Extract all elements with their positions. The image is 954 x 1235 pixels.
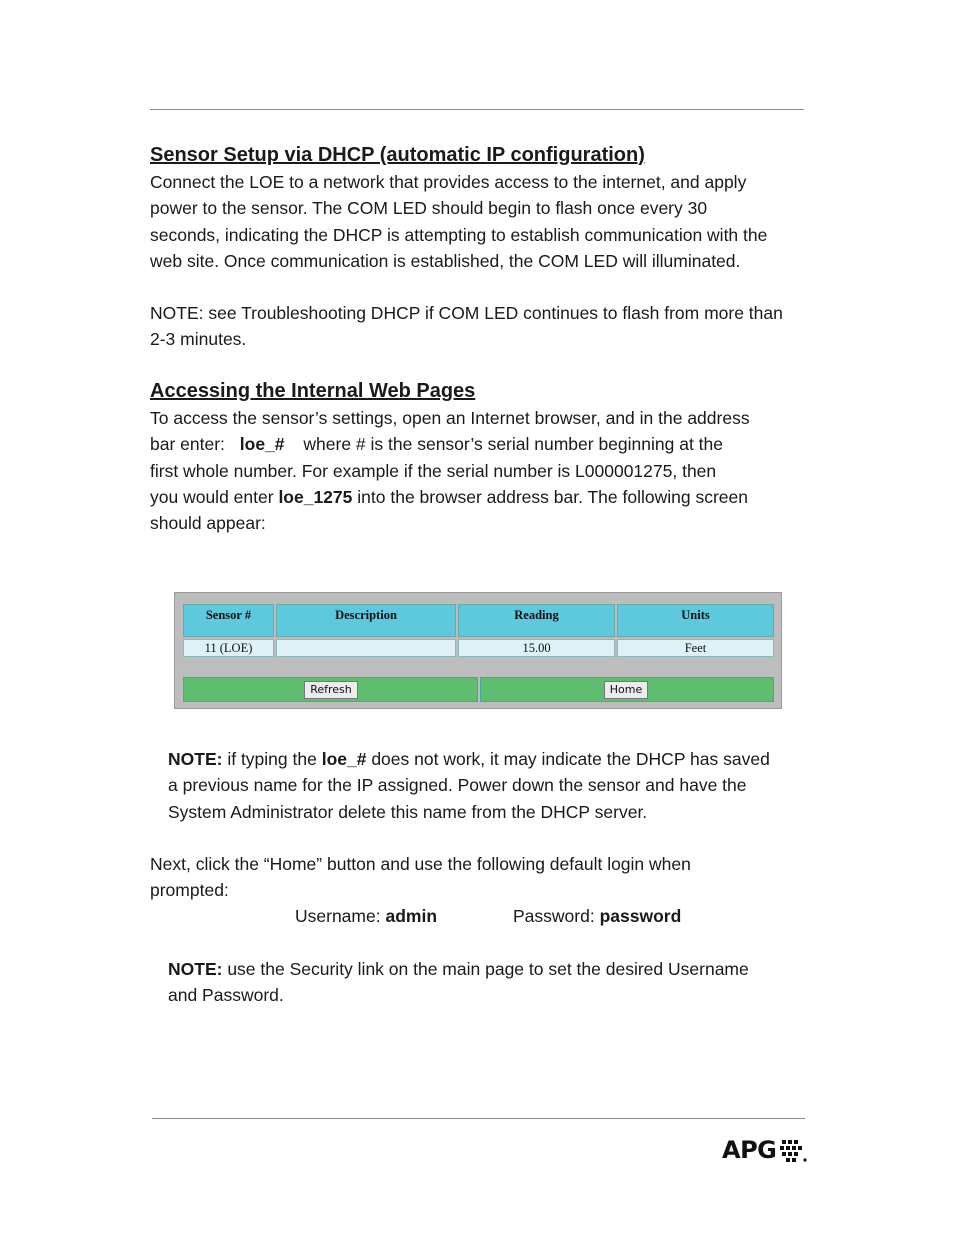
note3-text: use the Security link on the main page to set the desired Username bbox=[227, 959, 749, 979]
loe-hash-bold: loe_# bbox=[321, 749, 367, 769]
web-line bbox=[150, 431, 810, 457]
section-heading-dhcp: Sensor Setup via DHCP (automatic IP configuration) bbox=[150, 144, 645, 166]
note-label: NOTE: bbox=[168, 959, 223, 979]
cell-units: Feet bbox=[617, 639, 774, 657]
serial-explain-text: where # is the sensor’s serial number beginning at the bbox=[303, 434, 724, 455]
web-line: should appear: bbox=[150, 513, 266, 534]
dhcp-line: Connect the LOE to a network that provides access to the internet, and apply bbox=[150, 172, 747, 192]
refresh-bar bbox=[183, 677, 478, 702]
web-line bbox=[150, 484, 810, 510]
next-line: Next, click the “Home” button and use the following default login when bbox=[150, 854, 691, 874]
logo-grid-icon bbox=[780, 1140, 808, 1162]
dhcp-line: web site. Once communication is established, the COM LED will illuminated. bbox=[150, 250, 741, 271]
web-pages-paragraph bbox=[150, 405, 810, 536]
loe-1275-bold: loe_1275 bbox=[278, 486, 353, 507]
note3-line: and Password. bbox=[168, 985, 284, 1006]
username-line bbox=[295, 903, 437, 929]
note-label: NOTE: bbox=[168, 749, 223, 769]
apg-logo bbox=[722, 1136, 812, 1164]
cell-description bbox=[276, 639, 456, 657]
dhcp-line: power to the sensor. The COM LED should begin to flash once every 30 bbox=[150, 198, 708, 219]
cell-sensor-number: 11 (LOE) bbox=[183, 639, 274, 657]
home-button[interactable]: Home bbox=[604, 681, 648, 699]
bar-enter-text: bar enter: bbox=[150, 434, 225, 455]
dhcp-line: seconds, indicating the DHCP is attempting to establish communication with the bbox=[150, 224, 768, 245]
password-line bbox=[513, 903, 681, 929]
next-line: prompted: bbox=[150, 880, 229, 901]
header-rule bbox=[150, 109, 804, 110]
note2-post: does not work, it may indicate the DHCP has saved bbox=[371, 749, 770, 769]
web-line: To access the sensor’s settings, open an Internet browser, and in the address bbox=[150, 408, 750, 428]
note2-pre: if typing the bbox=[227, 749, 317, 769]
home-login-paragraph bbox=[150, 851, 810, 904]
security-note bbox=[168, 956, 808, 1009]
troubleshooting-note bbox=[150, 300, 810, 353]
refresh-button[interactable]: Refresh bbox=[304, 681, 358, 699]
note2-line: System Administrator delete this name from the DHCP server. bbox=[168, 801, 648, 822]
note3-line bbox=[168, 956, 808, 982]
note-line: NOTE: see Troubleshooting DHCP if COM LED continues to flash from more than bbox=[150, 303, 783, 323]
cell-reading: 15.00 bbox=[458, 639, 615, 657]
sensor-page-screenshot bbox=[174, 592, 782, 709]
header-sensor-number: Sensor # bbox=[183, 604, 274, 637]
header-units: Units bbox=[617, 604, 774, 637]
username-value: admin bbox=[385, 906, 438, 926]
logo-text: APG bbox=[722, 1136, 777, 1164]
note-line: 2-3 minutes. bbox=[150, 329, 247, 350]
web-line: first whole number. For example if the serial number is L000001275, then bbox=[150, 460, 717, 481]
password-value: password bbox=[599, 906, 682, 926]
section-heading-web-pages: Accessing the Internal Web Pages bbox=[150, 380, 476, 402]
address-bar-text: into the browser address bar. The following screen bbox=[357, 486, 748, 507]
dhcp-name-note bbox=[168, 746, 808, 825]
dhcp-paragraph bbox=[150, 169, 810, 274]
note2-line: a previous name for the IP assigned. Power down the sensor and have the bbox=[168, 775, 747, 796]
note2-line bbox=[168, 746, 808, 772]
header-description: Description bbox=[276, 604, 456, 637]
password-label: Password: bbox=[513, 906, 595, 926]
you-enter-text: you would enter bbox=[150, 486, 274, 507]
username-label: Username: bbox=[295, 906, 381, 926]
home-bar bbox=[480, 677, 774, 702]
loe-hash-bold: loe_# bbox=[239, 434, 285, 455]
header-reading: Reading bbox=[458, 604, 615, 637]
footer-rule bbox=[152, 1118, 805, 1119]
